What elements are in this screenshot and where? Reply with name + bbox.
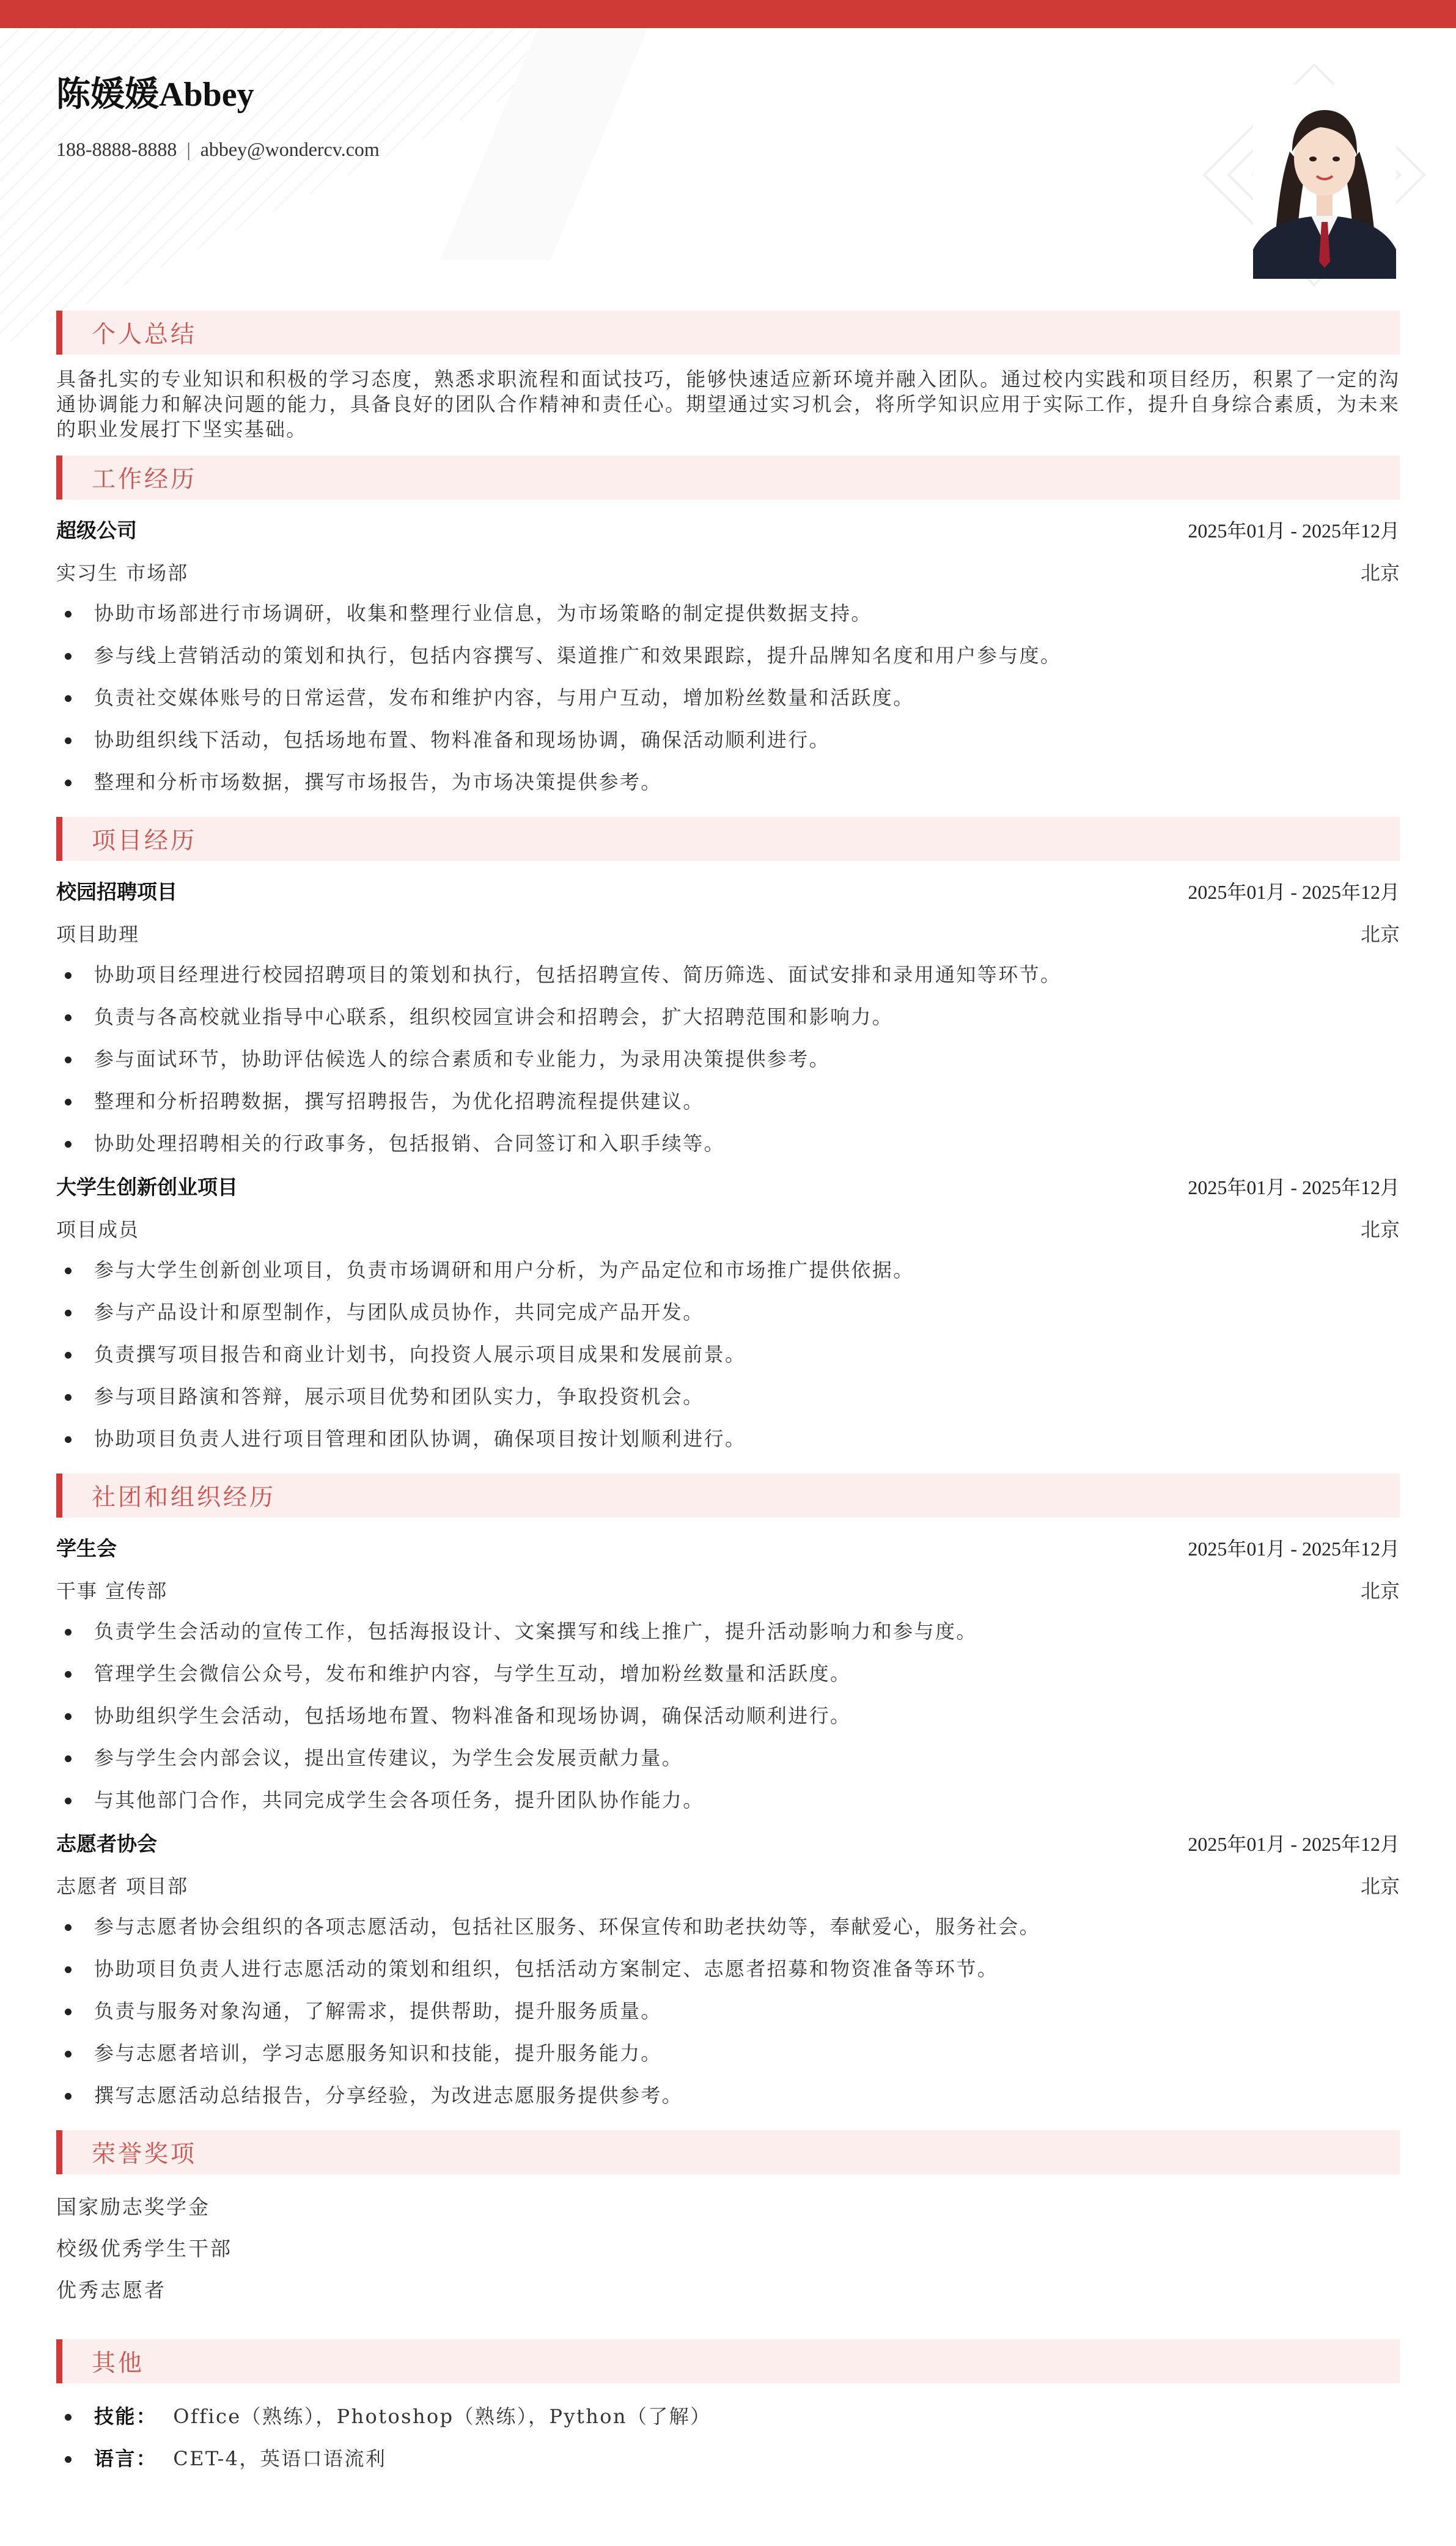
other-label: 语言： xyxy=(94,2447,158,2470)
bullet-item: 协助组织线下活动，包括场地布置、物料准备和现场协调，确保活动顺利进行。 xyxy=(56,719,1400,761)
section-title-summary xyxy=(56,311,1400,355)
entry-role-row xyxy=(56,550,1400,592)
club-entry xyxy=(56,1526,1400,1821)
section-title-awards-text: 荣誉奖项 xyxy=(92,2141,197,2168)
section-title-clubs-text: 社团和组织经历 xyxy=(92,1484,276,1511)
bullet-item: 负责与各高校就业指导中心联系，组织校园宣讲会和招聘会，扩大招聘范围和影响力。 xyxy=(56,996,1400,1038)
entry-organization: 学生会 xyxy=(56,1537,117,1560)
other-value: Office（熟练），Photoshop（熟练），Python（了解） xyxy=(173,2405,711,2428)
bullet-item: 协助组织学生会活动，包括场地布置、物料准备和现场协调，确保活动顺利进行。 xyxy=(56,1695,1400,1737)
work-entry xyxy=(56,508,1400,803)
bullet-item: 负责社交媒体账号的日常运营，发布和维护内容，与用户互动，增加粉丝数量和活跃度。 xyxy=(56,677,1400,719)
bullet-item: 协助处理招聘相关的行政事务，包括报销、合同签订和入职手续等。 xyxy=(56,1123,1400,1165)
bullet-item: 整理和分析市场数据，撰写市场报告，为市场决策提供参考。 xyxy=(56,761,1400,803)
entry-bullets xyxy=(56,1611,1400,1821)
entry-date: 2025年01月 - 2025年12月 xyxy=(1188,1832,1400,1855)
entry-location: 北京 xyxy=(1360,561,1400,585)
bullet-item: 负责与服务对象沟通，了解需求，提供帮助，提升服务质量。 xyxy=(56,1990,1400,2032)
other-value: CET-4，英语口语流利 xyxy=(173,2447,387,2470)
awards-list xyxy=(56,2186,1400,2311)
entry-organization: 超级公司 xyxy=(56,518,137,542)
entry-header-row xyxy=(56,508,1400,550)
other-label: 技能： xyxy=(94,2405,158,2428)
contact-separator: | xyxy=(186,138,191,160)
section-title-other-text: 其他 xyxy=(92,2350,145,2377)
summary-text: 具备扎实的专业知识和积极的学习态度，熟悉求职流程和面试技巧，能够快速适应新环境并融入团队。通过校内实践和项目经历，积累了一定的沟通协调能力和解决问题的能力，具备良好的团队合作精神和责任心。期望通过实习机会，将所学知识应用于实际工作，提升自身综合素质，为未来的职业发展打下坚实基础。 xyxy=(56,367,1400,441)
top-accent-bar xyxy=(0,0,1456,28)
entry-role-row xyxy=(56,1864,1400,1906)
entry-date: 2025年01月 - 2025年12月 xyxy=(1188,1537,1400,1560)
section-title-work xyxy=(56,456,1400,500)
contact-line xyxy=(56,138,380,161)
bullet-item: 撰写志愿活动总结报告，分享经验，为改进志愿服务提供参考。 xyxy=(56,2075,1400,2117)
section-title-clubs xyxy=(56,1474,1400,1518)
bullet-item: 参与面试环节，协助评估候选人的综合素质和专业能力，为录用决策提供参考。 xyxy=(56,1038,1400,1080)
entry-header-row xyxy=(56,869,1400,912)
entry-role-row xyxy=(56,1207,1400,1249)
bullet-item: 协助市场部进行市场调研，收集和整理行业信息，为市场策略的制定提供数据支持。 xyxy=(56,592,1400,635)
bullet-item: 负责学生会活动的宣传工作，包括海报设计、文案撰写和线上推广，提升活动影响力和参与度。 xyxy=(56,1611,1400,1653)
bullet-item: 整理和分析招聘数据，撰写招聘报告，为优化招聘流程提供建议。 xyxy=(56,1080,1400,1123)
entry-bullets xyxy=(56,1906,1400,2117)
other-item-skills xyxy=(56,2396,1400,2438)
entry-organization: 志愿者协会 xyxy=(56,1832,157,1856)
section-title-projects xyxy=(56,817,1400,861)
entry-role: 志愿者 项目部 xyxy=(56,1874,189,1898)
entry-role-row xyxy=(56,912,1400,954)
entry-bullets xyxy=(56,1249,1400,1460)
section-title-work-text: 工作经历 xyxy=(92,466,197,493)
entry-role-row xyxy=(56,1568,1400,1611)
entry-bullets xyxy=(56,954,1400,1165)
section-title-awards xyxy=(56,2130,1400,2174)
project-entry xyxy=(56,1165,1400,1460)
entry-location: 北京 xyxy=(1360,922,1400,946)
bullet-item: 负责撰写项目报告和商业计划书，向投资人展示项目成果和发展前景。 xyxy=(56,1334,1400,1376)
award-item: 国家励志奖学金 xyxy=(56,2195,210,2219)
award-item: 优秀志愿者 xyxy=(56,2278,166,2302)
bullet-item: 管理学生会微信公众号，发布和维护内容，与学生互动，增加粉丝数量和活跃度。 xyxy=(56,1653,1400,1695)
resume-content xyxy=(56,28,1400,2480)
entry-header-row xyxy=(56,1821,1400,1864)
bullet-item: 协助项目负责人进行志愿活动的策划和组织，包括活动方案制定、志愿者招募和物资准备等环节。 xyxy=(56,1948,1400,1990)
phone-number: 188-8888-8888 xyxy=(56,138,177,160)
entry-role: 项目成员 xyxy=(56,1217,140,1241)
entry-role: 项目助理 xyxy=(56,922,140,946)
entry-date: 2025年01月 - 2025年12月 xyxy=(1188,1176,1400,1198)
entry-organization: 大学生创新创业项目 xyxy=(56,1175,238,1199)
entry-header-row xyxy=(56,1526,1400,1568)
entry-role: 实习生 市场部 xyxy=(56,561,189,585)
bullet-item: 参与线上营销活动的策划和执行，包括内容撰写、渠道推广和效果跟踪，提升品牌知名度和用户参与度。 xyxy=(56,635,1400,677)
other-list xyxy=(56,2396,1400,2480)
entry-date: 2025年01月 - 2025年12月 xyxy=(1188,519,1400,542)
section-title-summary-text: 个人总结 xyxy=(92,321,197,349)
bullet-item: 协助项目经理进行校园招聘项目的策划和执行，包括招聘宣传、简历筛选、面试安排和录用通知等环节。 xyxy=(56,954,1400,996)
bullet-item: 与其他部门合作，共同完成学生会各项任务，提升团队协作能力。 xyxy=(56,1779,1400,1821)
project-entry xyxy=(56,869,1400,1165)
award-item: 校级优秀学生干部 xyxy=(56,2237,232,2260)
bullet-item: 参与志愿者培训，学习志愿服务知识和技能，提升服务能力。 xyxy=(56,2032,1400,2075)
bullet-item: 参与大学生创新创业项目，负责市场调研和用户分析，为产品定位和市场推广提供依据。 xyxy=(56,1249,1400,1291)
header xyxy=(56,28,1400,280)
entry-header-row xyxy=(56,1165,1400,1207)
entry-bullets xyxy=(56,592,1400,803)
profile-photo xyxy=(1253,84,1396,279)
bullet-item: 参与项目路演和答辩，展示项目优势和团队实力，争取投资机会。 xyxy=(56,1376,1400,1418)
other-item-language xyxy=(56,2438,1400,2480)
entry-role: 干事 宣传部 xyxy=(56,1579,168,1603)
email-address: abbey@wondercv.com xyxy=(200,138,380,160)
entry-location: 北京 xyxy=(1360,1579,1400,1603)
bullet-item: 参与志愿者协会组织的各项志愿活动，包括社区服务、环保宣传和助老扶幼等，奉献爱心，服务社会。 xyxy=(56,1906,1400,1948)
entry-date: 2025年01月 - 2025年12月 xyxy=(1188,880,1400,903)
section-title-projects-text: 项目经历 xyxy=(92,827,197,855)
entry-organization: 校园招聘项目 xyxy=(56,880,177,904)
entry-location: 北京 xyxy=(1360,1217,1400,1241)
bullet-item: 协助项目负责人进行项目管理和团队协调，确保项目按计划顺利进行。 xyxy=(56,1418,1400,1460)
candidate-name: 陈媛媛Abbey xyxy=(56,76,254,114)
bullet-item: 参与学生会内部会议，提出宣传建议，为学生会发展贡献力量。 xyxy=(56,1737,1400,1779)
section-title-other xyxy=(56,2339,1400,2383)
entry-location: 北京 xyxy=(1360,1874,1400,1898)
bullet-item: 参与产品设计和原型制作，与团队成员协作，共同完成产品开发。 xyxy=(56,1291,1400,1334)
club-entry xyxy=(56,1821,1400,2117)
